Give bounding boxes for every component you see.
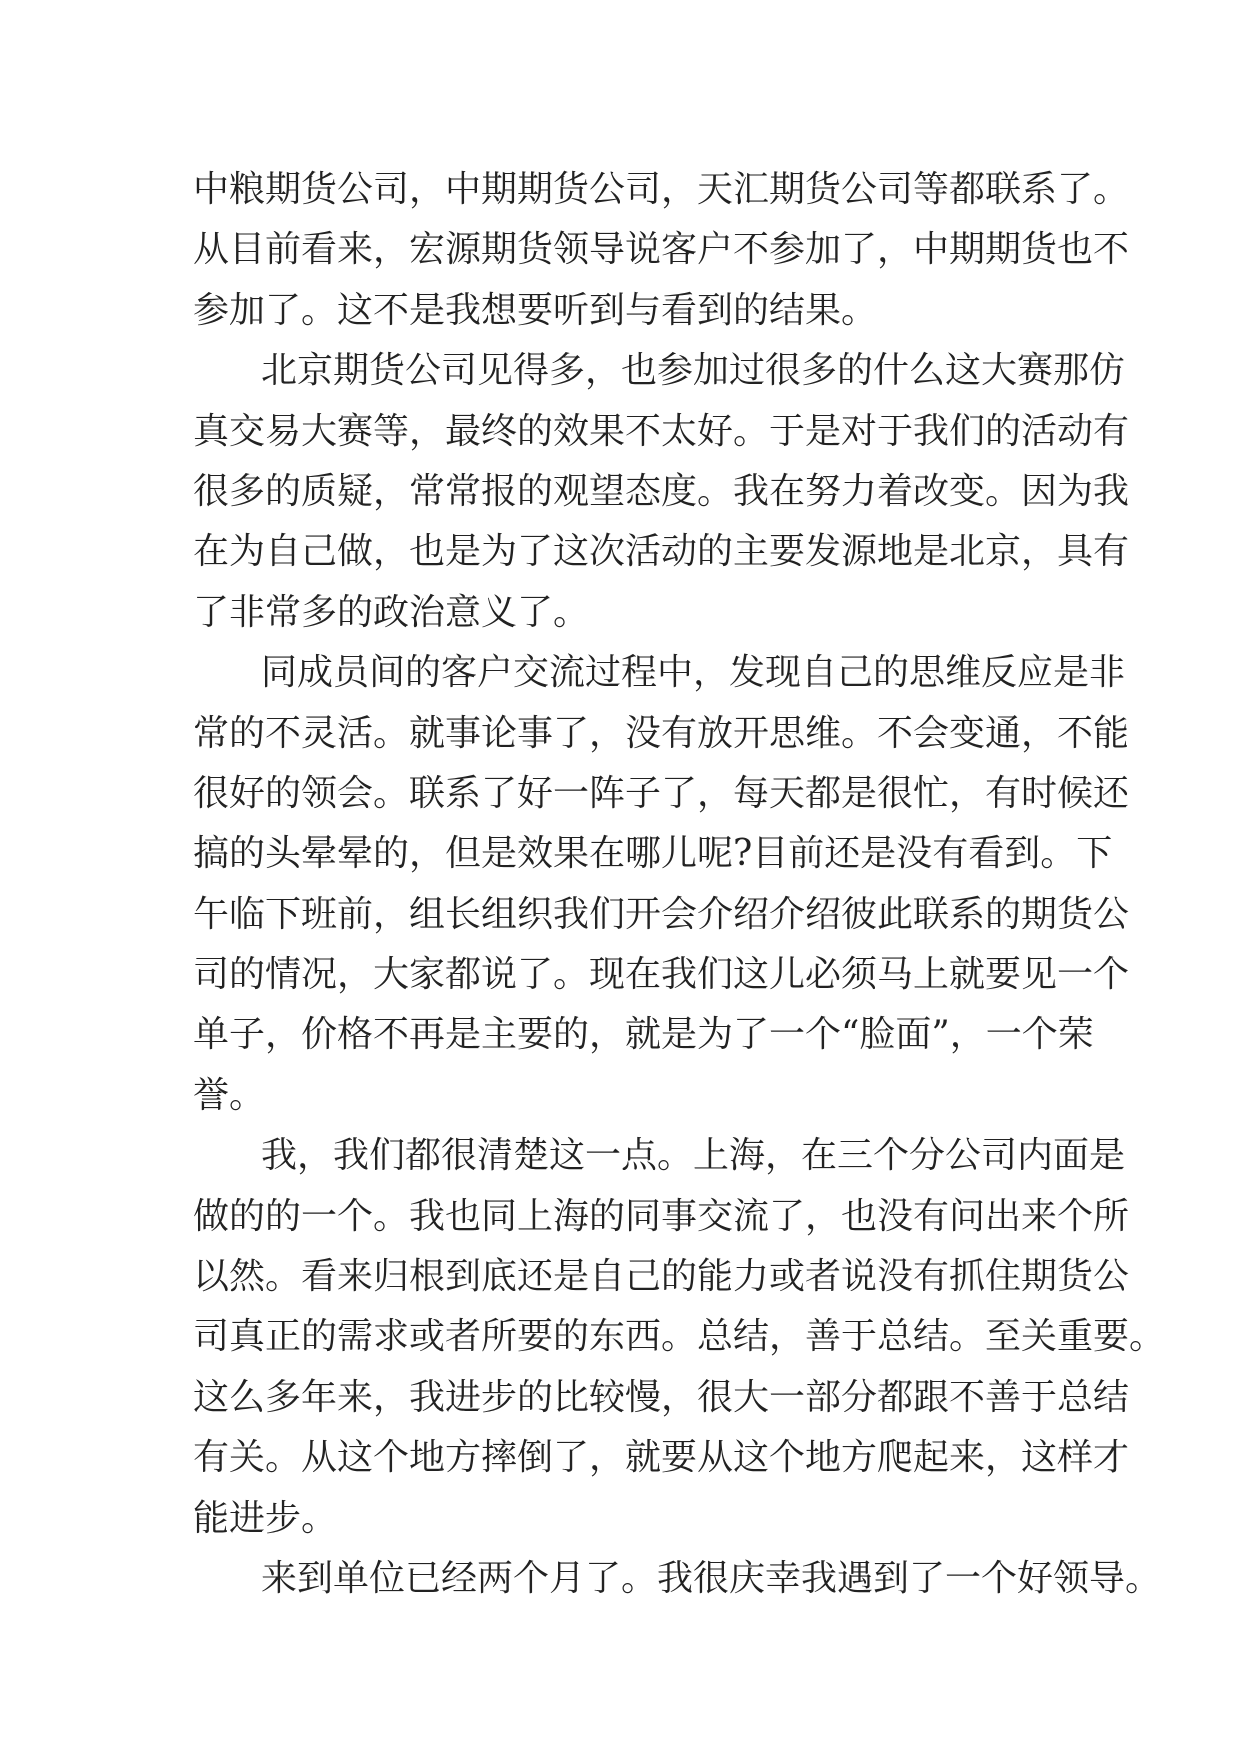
text-line: 誉。 [193, 1074, 266, 1116]
text-line: 单子，价格不再是主要的，就是为了一个“脸面”，一个荣 [193, 1014, 1094, 1056]
paragraph-first-line: 同成员间的客户交流过程中，发现自己的思维反应是非 [261, 652, 1126, 694]
text-line: 午临下班前，组长组织我们开会介绍介绍彼此联系的期货公 [193, 893, 1130, 935]
text-line: 司真正的需求或者所要的东西。总结，善于总结。至关重要。 [193, 1316, 1166, 1358]
paragraph-first-line: 来到单位已经两个月了。我很庆幸我遇到了一个好领导。 [261, 1557, 1162, 1599]
paragraph-first-line: 北京期货公司见得多，也参加过很多的什么这大赛那仿 [261, 350, 1126, 392]
text-line: 很多的质疑，常常报的观望态度。我在努力着改变。因为我 [193, 470, 1130, 512]
text-line: 从目前看来，宏源期货领导说客户不参加了，中期期货也不 [193, 229, 1130, 271]
text-line: 在为自己做，也是为了这次活动的主要发源地是北京，具有 [193, 531, 1130, 573]
text-line: 以然。看来归根到底还是自己的能力或者说没有抓住期货公 [193, 1256, 1130, 1298]
text-line: 这么多年来，我进步的比较慢，很大一部分都跟不善于总结 [193, 1376, 1130, 1418]
text-line: 搞的头晕晕的，但是效果在哪儿呢?目前还是没有看到。下 [193, 833, 1113, 875]
text-line: 能进步。 [193, 1497, 338, 1539]
document-body [193, 160, 1166, 1609]
paragraph-first-line: 我，我们都很清楚这一点。上海，在三个分公司内面是 [261, 1135, 1126, 1177]
text-line: 司的情况，大家都说了。现在我们这儿必须马上就要见一个 [193, 954, 1130, 996]
text-line: 参加了。这不是我想要听到与看到的结果。 [193, 289, 878, 331]
text-line: 很好的领会。联系了好一阵子了，每天都是很忙，有时候还 [193, 772, 1130, 814]
text-line: 了非常多的政治意义了。 [193, 591, 590, 633]
text-line: 有关。从这个地方摔倒了，就要从这个地方爬起来，这样才 [193, 1437, 1130, 1479]
text-line: 常的不灵活。就事论事了，没有放开思维。不会变通，不能 [193, 712, 1130, 754]
text-line: 做的的一个。我也同上海的同事交流了，也没有问出来个所 [193, 1195, 1130, 1237]
text-line: 真交易大赛等，最终的效果不太好。于是对于我们的活动有 [193, 410, 1130, 452]
text-line: 中粮期货公司，中期期货公司，天汇期货公司等都联系了。 [193, 169, 1130, 210]
